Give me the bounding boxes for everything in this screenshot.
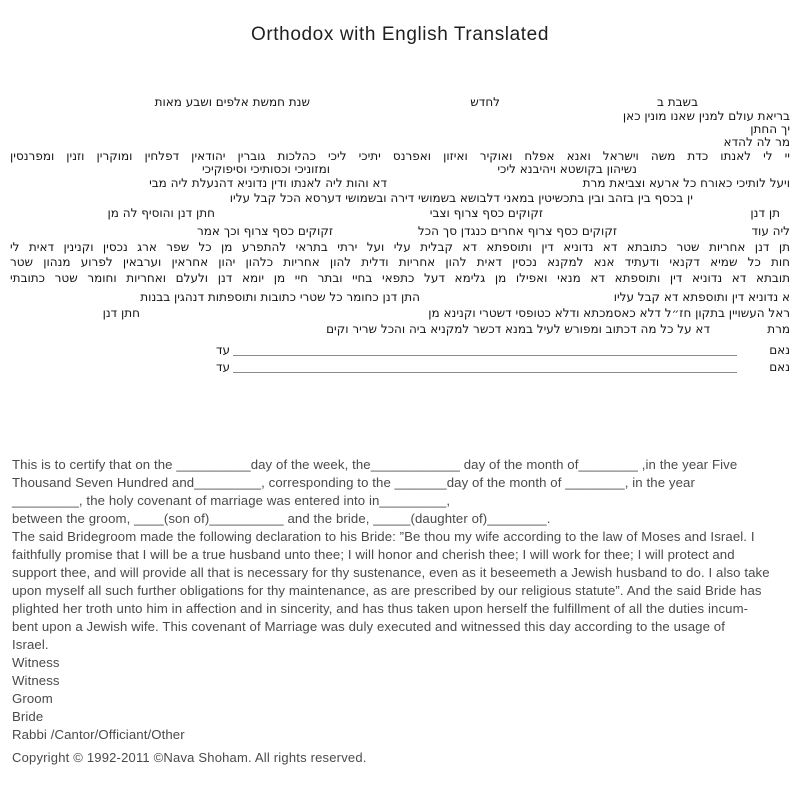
hebrew-line bbox=[10, 290, 790, 306]
hebrew-text-segment: דא והות ליה לאנתו ודין נדוניא דהנעלת ליה מבי bbox=[149, 176, 387, 190]
hebrew-text-segment: נאם bbox=[769, 343, 790, 357]
paragraph-line: _________, the holy covenant of marriage was entered into in_________, bbox=[12, 493, 451, 508]
hebrew-text-segment: חתן דנן bbox=[102, 306, 140, 320]
paragraph-line: support thee, and will provide all that is necessary for thy sustenance, even as it beseemeth a Jewish husband to do. I also take bbox=[12, 565, 770, 580]
hebrew-line bbox=[10, 255, 790, 271]
hebrew-text-segment: דא על כל מה דכתוב ומפורש לעיל במנא דכשר למקניא ביה והכל שריר וקים bbox=[326, 322, 710, 336]
hebrew-text-segment: ראל העשויין בתקון חז״ל דלא כאסמכתא ודלא כטופסי דשטרי וקנינא מן bbox=[428, 306, 790, 320]
hebrew-line bbox=[10, 322, 790, 338]
hebrew-text-segment: ומזוניכי וכסותיכי וסיפוקיכי bbox=[202, 162, 330, 176]
paragraph-line: The said Bridegroom made the following declaration to his Bride: ”Be thou my wife according to the law of Moses and Israel. I bbox=[12, 529, 755, 544]
hebrew-line bbox=[10, 176, 790, 192]
hebrew-text-segment: נאם bbox=[769, 360, 790, 374]
hebrew-text-segment: מרת bbox=[767, 322, 790, 336]
hebrew-line bbox=[10, 343, 790, 359]
hebrew-text-segment: בשבת ב bbox=[656, 95, 698, 109]
hebrew-text-segment: יי לי לאנתו כדת משה וישראל ואנא אפלח ואוקיר ואיזון ואפרנס יתיכי ליכי כהלכות גוברין יהודאין דפלחין ומוקרין וזנין ומפרנסין bbox=[10, 149, 790, 163]
signature-line bbox=[233, 343, 737, 356]
role-label: Bride bbox=[12, 709, 44, 724]
hebrew-text-segment: זקוקים כסף צרוף אחרים כנגדן סך הכל bbox=[417, 224, 617, 238]
role-label: Rabbi /Cantor/Officiant/Other bbox=[12, 727, 185, 742]
hebrew-line bbox=[10, 191, 790, 207]
signature-roles bbox=[12, 654, 786, 744]
hebrew-text-segment: ליה עוד bbox=[751, 224, 790, 238]
page-title: Orthodox with English Translated bbox=[250, 24, 549, 45]
hebrew-line bbox=[10, 271, 790, 287]
copyright-notice: Copyright © 1992-2011 ©Nava Shoham. All rights reserved. bbox=[12, 750, 367, 765]
hebrew-line bbox=[10, 224, 790, 240]
paragraph-line: bent upon a Jewish wife. This covenant of Marriage was duly executed and witnessed this day according to the usage of bbox=[12, 619, 726, 634]
hebrew-text-segment: תובתא דא נדוניא דין ותוספתא דא מנאי ואפילו מן גלימא דעל כתפאי בחיי ובתר חיי מן יומא דנן ולעלם ואחריות וחומר שטר כתובתי bbox=[10, 271, 790, 285]
hebrew-text-segment: זקוקים כסף צרוף וצבי bbox=[429, 206, 543, 220]
hebrew-text-segment: שנת חמשת אלפים ושבע מאות bbox=[154, 95, 310, 109]
english-block bbox=[12, 456, 786, 744]
hebrew-text-segment: עד bbox=[215, 343, 230, 357]
hebrew-line bbox=[10, 360, 790, 376]
hebrew-block bbox=[10, 0, 790, 400]
role-label: Witness bbox=[12, 655, 60, 670]
hebrew-text-segment: לחדש bbox=[470, 95, 500, 109]
paragraph-line: upon myself all such further obligations for thy maintenance, as are prescribed by our religious statute”. And the said Bride has bbox=[12, 583, 762, 598]
hebrew-text-segment: מר לה להדא bbox=[723, 135, 790, 149]
hebrew-text-segment: א נדוניא דין ותוספתא דא קבל עליו bbox=[613, 290, 790, 304]
hebrew-line bbox=[10, 206, 790, 222]
hebrew-text-segment: זקוקים כסף צרוף וכך אמר bbox=[196, 224, 333, 238]
hebrew-line bbox=[10, 240, 790, 256]
english-paragraph bbox=[12, 456, 786, 654]
hebrew-text-segment: תן דנן bbox=[750, 206, 780, 220]
role-label: Groom bbox=[12, 691, 53, 706]
hebrew-text-segment: נשיהון בקושטא ויהיבנא ליכי bbox=[497, 162, 637, 176]
paragraph-line: Thousand Seven Hundred and_________, corresponding to the _______day of the month of ________, in the year bbox=[12, 475, 695, 490]
paragraph-line: This is to certify that on the __________day of the week, the____________ day of the month of________ ,in the year Five bbox=[12, 457, 738, 472]
hebrew-text-segment: יך החתן bbox=[750, 122, 790, 136]
hebrew-text-segment: בריאת עולם למנין שאנו מונין כאן bbox=[622, 109, 790, 123]
hebrew-text-segment: חות כל שמיא דקנאי ודעתיד אנא למקנא נכסין דאית להון אחריות ודלית להון אחריות כלהון יהון אחראין וערבאין לפרוע מנהון שטר bbox=[10, 255, 790, 269]
paragraph-line: between the groom, ____(son of)__________ and the bride, _____(daughter of)________. bbox=[12, 511, 551, 526]
hebrew-text-segment: חתן דנן והוסיף לה מן bbox=[107, 206, 215, 220]
hebrew-text-segment: ויעל לותיכי כאורח כל ארעא וצביאת מרת bbox=[582, 176, 790, 190]
hebrew-text-segment: ין בכסף בין בזהב ובין בתכשיטין במאני דלבושא בשמושי דירה ובשמושי דערסא הכל קבל עליו bbox=[229, 191, 693, 205]
paragraph-line: Israel. bbox=[12, 637, 49, 652]
hebrew-line bbox=[10, 306, 790, 322]
hebrew-text-segment: התן דנן כחומר כל שטרי כתובות ותוספתות דנהגין בבנות bbox=[140, 290, 420, 304]
hebrew-text-segment: תן דנן אחריות שטר כתובתא דא נדוניא דין ותוספתא דא קבלית עלי ועל ירתי בתראי להתפרע מן כל שפר ארג נכסין וקנינין דאית לי bbox=[10, 240, 790, 254]
paragraph-line: faithfully promise that I will be a true husband unto thee; I will honor and cherish thee; I will work for thee; I will protect and bbox=[12, 547, 735, 562]
paragraph-line: plighted her troth unto him in affection and in sincerity, and has thus taken upon herself the fulfillment of all the duties incum- bbox=[12, 601, 749, 616]
hebrew-text-segment: עד bbox=[215, 360, 230, 374]
role-label: Witness bbox=[12, 673, 60, 688]
signature-line bbox=[233, 360, 737, 373]
